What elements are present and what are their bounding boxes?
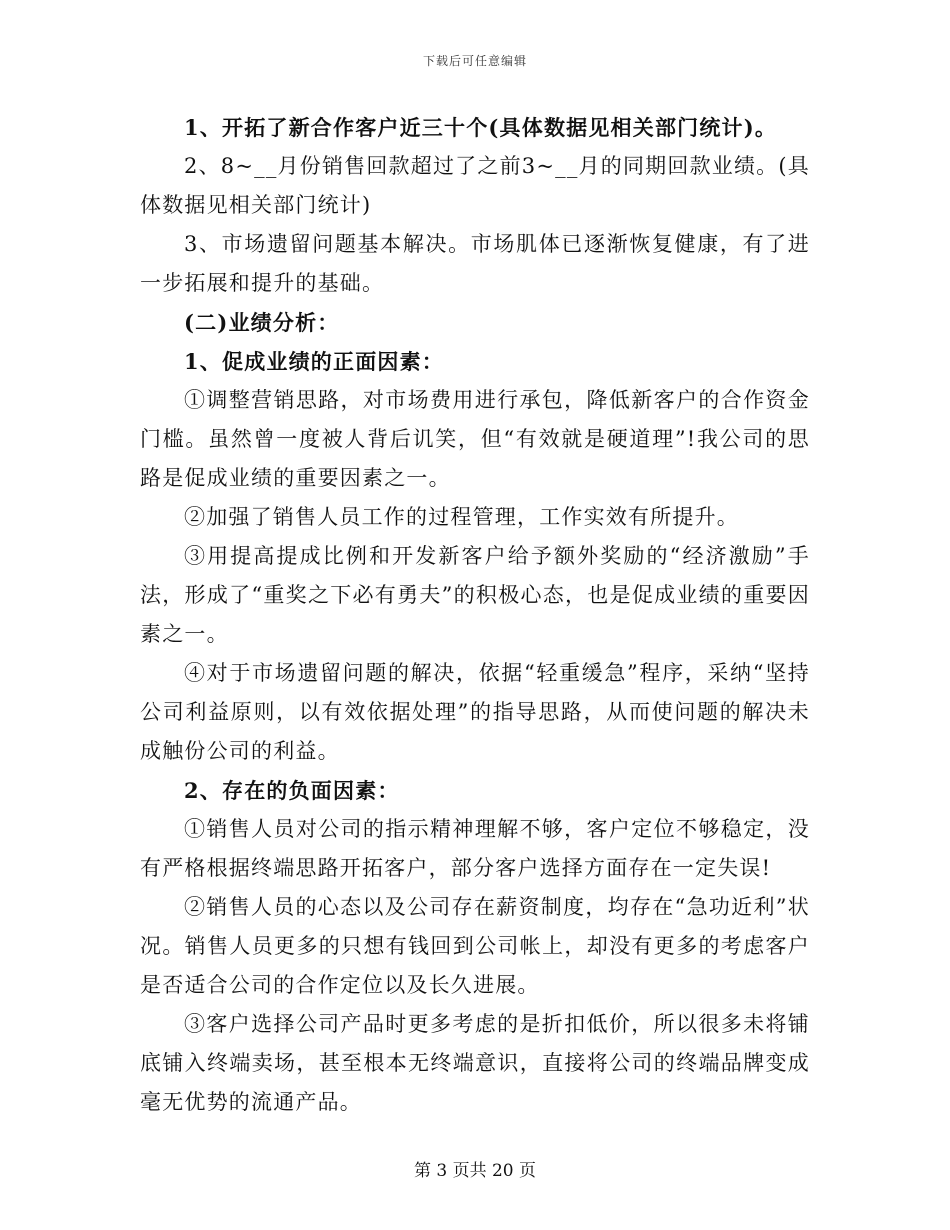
paragraph-negative-factor-2: ②销售人员的心态以及公司存在薪资制度，均存在“急功近利”状况。销售人员更多的只想有钱回到公司帐上，却没有更多的考虑客户是否适合公司的合作定位以及长久进展。 (140, 895, 810, 997)
paragraph-positive-factor-3: ③用提高提成比例和开发新客户给予额外奖励的“经济激励”手法，形成了“重奖之下必有勇夫”的积极心态，也是促成业绩的重要因素之一。 (140, 544, 810, 646)
paragraph-positive-factor-2: ②加强了销售人员工作的过程管理，工作实效有所提升。 (184, 505, 739, 529)
document-body (140, 108, 810, 1122)
paragraph-legacy-issues: 3、市场遗留问题基本解决。市场肌体已逐渐恢复健康，有了进一步拓展和提升的基础。 (140, 232, 810, 295)
page-number-footer: 第 3 页共 20 页 (413, 1161, 537, 1181)
subheading-positive-factors: 1、促成业绩的正面因素： (184, 349, 445, 374)
section-heading-performance-analysis: (二)业绩分析： (184, 310, 340, 335)
paragraph-negative-factor-1: ①销售人员对公司的指示精神理解不够，客户定位不够稳定，没有严格根据终端思路开拓客户，部分客户选择方面存在一定失误! (140, 817, 810, 880)
page-header-note: 下载后可任意编辑 (422, 54, 527, 68)
subheading-negative-factors: 2、存在的负面因素： (184, 778, 400, 803)
paragraph-negative-factor-3: ③客户选择公司产品时更多考虑的是折扣低价，所以很多未将铺底铺入终端卖场，甚至根本无终端意识，直接将公司的终端品牌变成毫无优势的流通产品。 (140, 1012, 810, 1114)
paragraph-positive-factor-1: ①调整营销思路，对市场费用进行承包，降低新客户的合作资金门槛。虽然曾一度被人背后讥笑，但“有效就是硬道理”!我公司的思路是促成业绩的重要因素之一。 (140, 388, 810, 490)
paragraph-payment-collection: 2、8~__月份销售回款超过了之前3~__月的同期回款业绩。(具体数据见相关部门统计) (140, 154, 810, 217)
paragraph-new-clients: 1、开拓了新合作客户近三十个(具体数据见相关部门统计)。 (184, 115, 778, 140)
paragraph-positive-factor-4: ④对于市场遗留问题的解决，依据“轻重缓急”程序，采纳“坚持公司利益原则，以有效依据处理”的指导思路，从而使问题的解决未成触份公司的利益。 (140, 661, 810, 763)
